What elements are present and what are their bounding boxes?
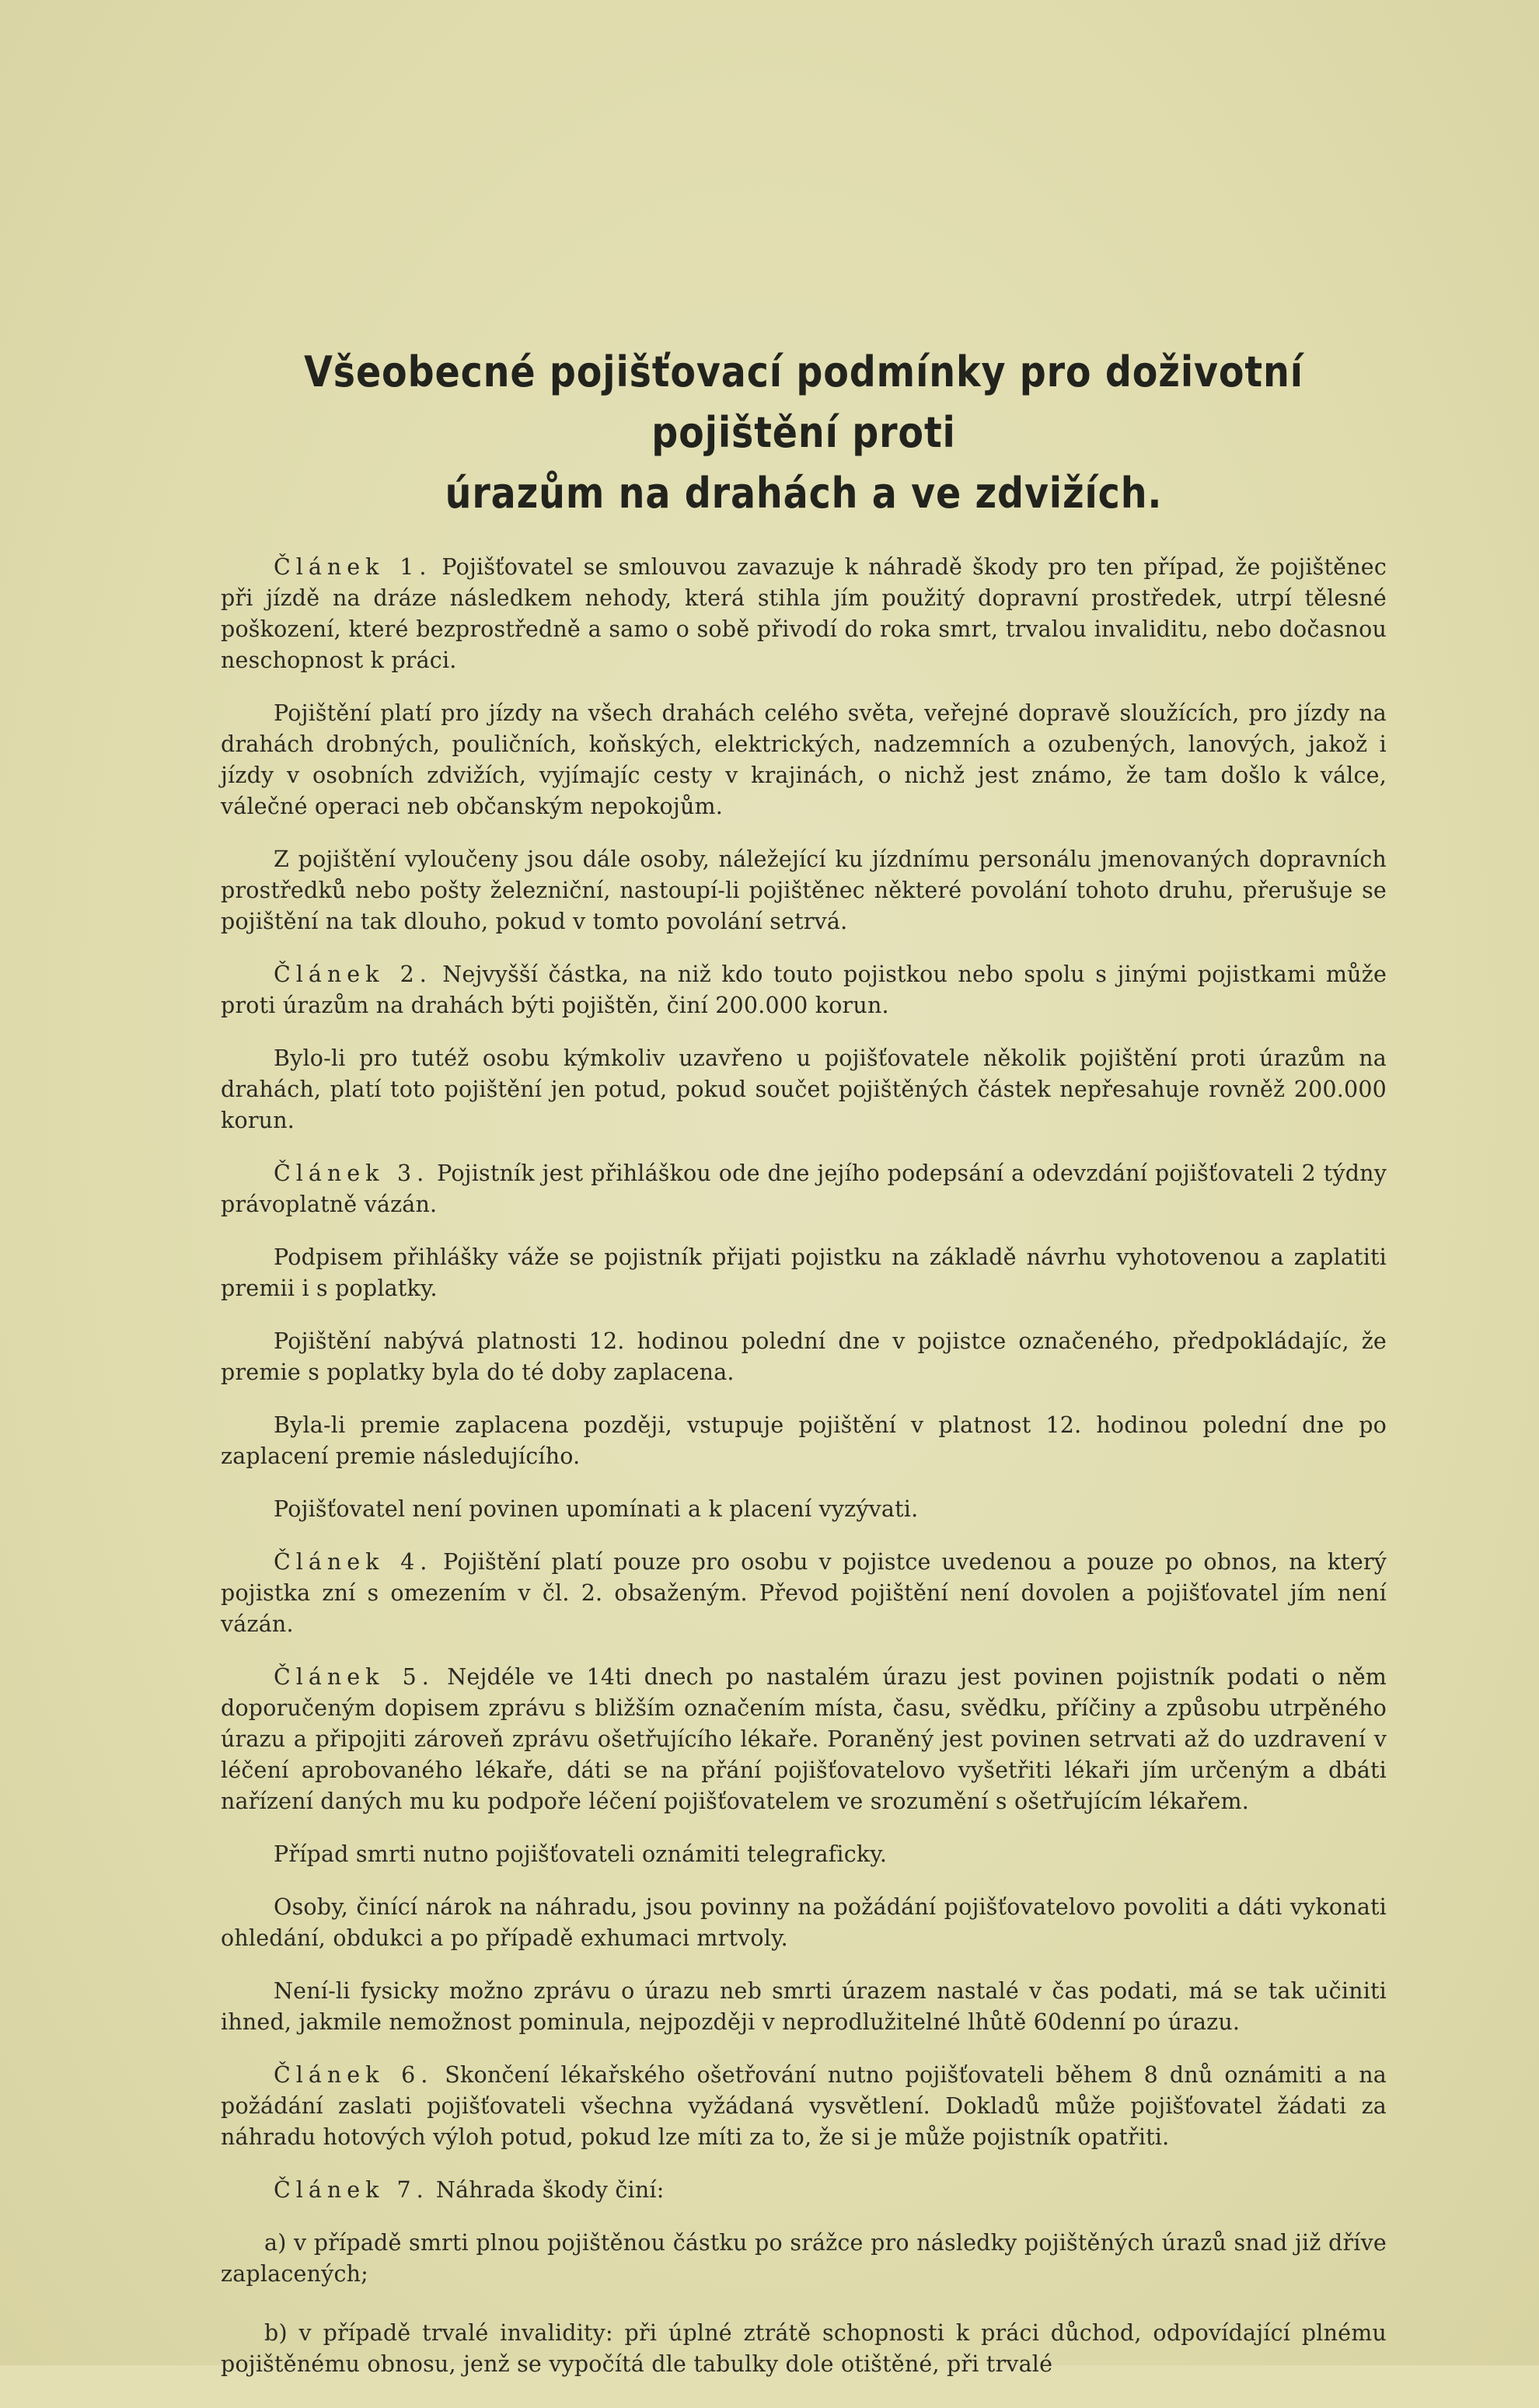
paragraph-text: Případ smrti nutno pojišťovateli oznámiti telegraficky.	[274, 1841, 888, 1867]
paragraph-text: Pojišťovatel se smlouvou zavazuje k náhradě škody pro ten případ, že pojištěnec při jízdě na dráze následkem nehody, která stihla jím použitý dopravní prostředek, utrpí tělesné poškození, které bezprostředně a samo o sobě přivodí do roka smrt, trvalou invaliditu, nebo dočasnou neschopnost k práci.	[221, 554, 1387, 673]
paragraph-clanek-6	[221, 2060, 1387, 2153]
paragraph-clanek-4	[221, 1547, 1387, 1640]
paragraph-text: Osoby, činící nárok na náhradu, jsou povinny na požádání pojišťovatelovo povoliti a dáti vykonati ohledání, obdukci a po případě exhumaci mrtvoly.	[221, 1894, 1387, 1951]
article-heading: Článek 1.	[274, 554, 432, 580]
paragraph-item-a	[221, 2228, 1387, 2290]
paragraph-text: Bylo-li pro tutéž osobu kýmkoliv uzavřeno u pojišťovatele několik pojištění proti úrazům na drahách, platí toto pojištění jen potud, pokud součet pojištěných částek nepřesahuje rovněž 200.000 korun.	[221, 1045, 1387, 1133]
paragraph-text: Pojištění platí pro jízdy na všech drahách celého světa, veřejné dopravě sloužících, pro jízdy na drahách drobných, pouličních, koňských, elektrických, nadzemních a ozubených, lanových, jakož i jízdy v osobních zdvižích, vyjímajíc cesty v krajinách, o nichž jest známo, že tam došlo k válce, válečné operaci neb občanským nepokojům.	[221, 700, 1387, 819]
paragraph-text: Nejvyšší částka, na niž kdo touto pojistkou nebo spolu s jinými pojistkami může proti úrazům na drahách býti pojištěn, činí 200.000 korun.	[221, 961, 1387, 1018]
paragraph	[221, 698, 1387, 822]
paragraph-text: Podpisem přihlášky váže se pojistník přijati pojistku na základě návrhu vyhotovenou a zaplatiti premii i s poplatky.	[221, 1244, 1387, 1301]
paragraph-text: Pojištění platí pouze pro osobu v pojistce uvedenou a pouze po obnos, na který pojistka zní s omezením v čl. 2. obsaženým. Převod pojištění není dovolen a pojišťovatel jím není vázán.	[221, 1549, 1387, 1637]
article-heading: Článek 6.	[274, 2062, 434, 2088]
paragraph-clanek-1	[221, 552, 1387, 676]
paragraph-clanek-3	[221, 1158, 1387, 1220]
paragraph-clanek-7	[221, 2175, 1387, 2206]
paragraph	[221, 1410, 1387, 1472]
paragraph-text: Pojištění nabývá platnosti 12. hodinou polední dne v pojistce označeného, předpokládajíc, že premie s poplatky byla do té doby zaplacena.	[221, 1328, 1387, 1385]
paragraph-text: a) v případě smrti plnou pojištěnou částku po srážce pro následky pojištěných úrazů snad již dříve zaplacených;	[221, 2230, 1387, 2287]
paragraph-text: Není-li fysicky možno zprávu o úrazu neb smrti úrazem nastalé v čas podati, má se tak učiniti ihned, jakmile nemožnost pominula, nejpozději v neprodlužitelné lhůtě 60denní po úrazu.	[221, 1978, 1387, 2035]
paragraph-item-b	[221, 2318, 1387, 2380]
paragraph	[221, 1494, 1387, 1525]
paragraph	[221, 1326, 1387, 1388]
paragraph-clanek-2	[221, 959, 1387, 1021]
document-body	[221, 342, 1387, 2408]
paragraph	[221, 1976, 1387, 2038]
paragraph	[221, 1242, 1387, 1304]
paragraph-text: Nejdéle ve 14ti dnech po nastalém úrazu jest povinen pojistník podati o něm doporučeným dopisem zprávu s bližším označením místa, času, svědku, příčiny a způsobu utrpěného úrazu a připojiti zároveň zprávu ošetřujícího lékaře. Poraněný jest povinen setrvati až do uzdravení v léčení aprobovaného lékaře, dáti se na přání pojišťovatelovo vyšetřiti lékaři jím určeným a dbáti nařízení daných mu ku podpoře léčení pojišťovatelem ve srozumění s ošetřujícím lékařem.	[221, 1664, 1387, 1814]
article-heading: Článek 4.	[274, 1549, 433, 1575]
paragraph	[221, 1892, 1387, 1954]
title-line-2: úrazům na drahách a ve zdvižích.	[445, 469, 1163, 518]
article-heading: Článek 7.	[274, 2177, 429, 2203]
paragraph-text: Náhrada škody činí:	[435, 2177, 665, 2203]
paragraph-text: Byla-li premie zaplacena později, vstupuje pojištění v platnost 12. hodinou polední dne po zaplacení premie následujícího.	[221, 1412, 1387, 1469]
paragraph	[221, 844, 1387, 937]
document-title	[291, 342, 1317, 524]
paragraph	[221, 1839, 1387, 1870]
paragraph-text: Z pojištění vyloučeny jsou dále osoby, náležející ku jízdnímu personálu jmenovaných dopravních prostředků nebo pošty železniční, nastoupí-li pojištěnec některé povolání tohoto druhu, přerušuje se pojištění na tak dlouho, pokud v tomto povolání setrvá.	[221, 846, 1387, 934]
paragraph-text: b) v případě trvalé invalidity: při úplné ztrátě schopnosti k práci důchod, odpovídající plnému pojištěnému obnosu, jenž se vypočítá dle tabulky dole otištěné, při trvalé	[221, 2320, 1387, 2377]
paragraph-text: Pojišťovatel není povinen upomínati a k placení vyzývati.	[274, 1496, 919, 1522]
paragraph-text: Pojistník jest přihláškou ode dne jejího podepsání a odevzdání pojišťovateli 2 týdny právoplatně vázán.	[221, 1160, 1387, 1217]
paragraph-clanek-5	[221, 1662, 1387, 1817]
article-heading: Článek 2.	[274, 961, 432, 987]
article-heading: Článek 3.	[274, 1160, 430, 1186]
title-line-1: Všeobecné pojišťovací podmínky pro doživotní pojištění proti	[304, 347, 1303, 457]
paragraph-text: Skončení lékařského ošetřování nutno pojišťovateli během 8 dnů oznámiti a na požádání zaslati pojišťovateli všechna vyžádaná vysvětlení. Dokladů může pojišťovatel žádati za náhradu hotových výloh potud, pokud lze míti za to, že si je může pojistník opatřiti.	[221, 2062, 1387, 2150]
paragraph	[221, 1043, 1387, 1136]
article-heading: Článek 5.	[274, 1664, 434, 1690]
